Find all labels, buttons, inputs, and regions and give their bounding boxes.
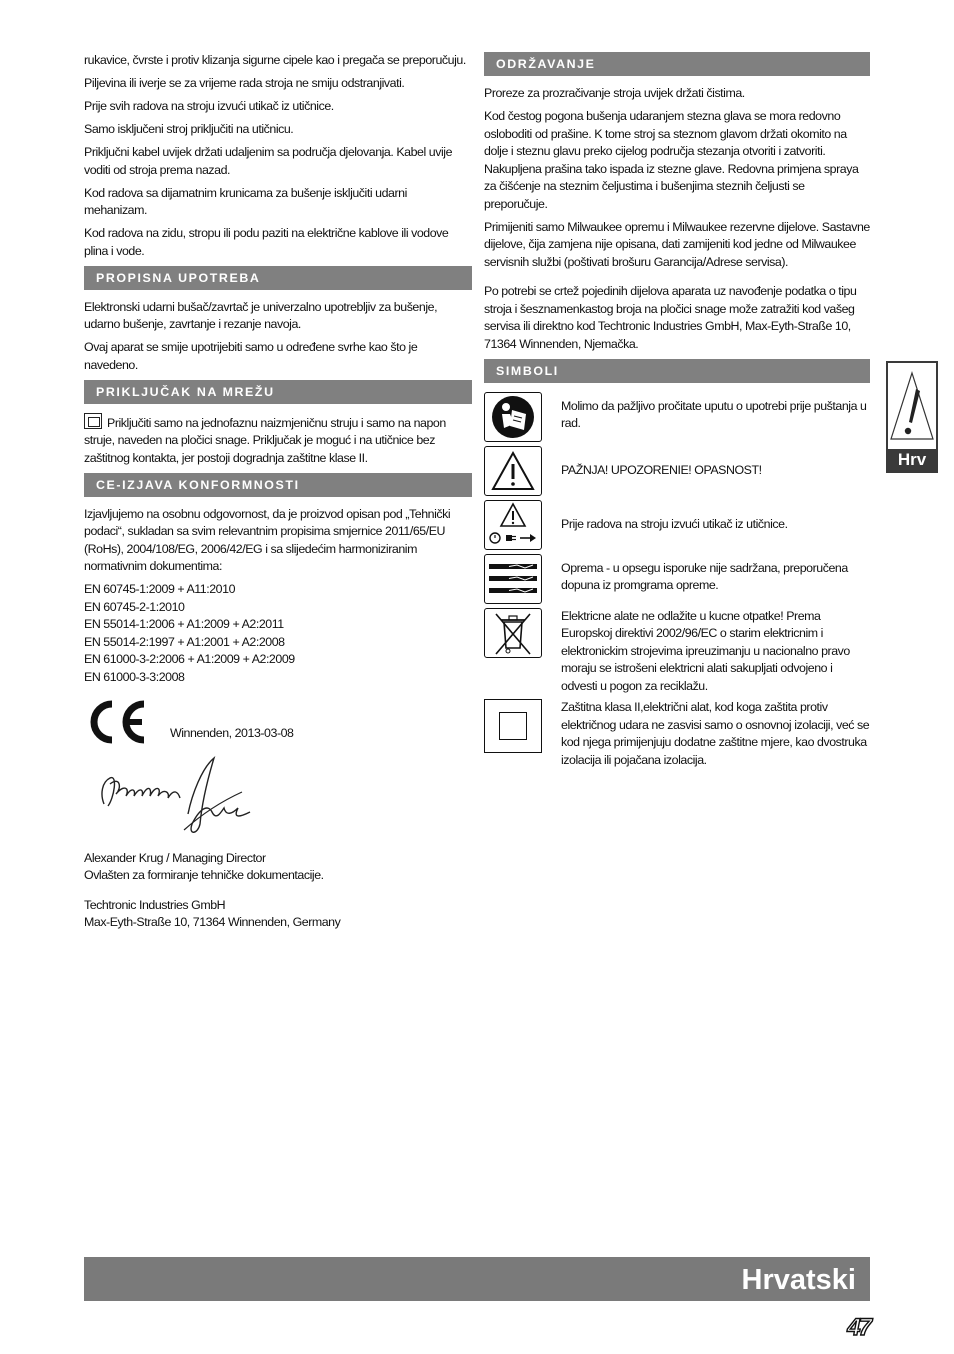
odrzavanje-paragraph: Proreze za prozračivanje stroja uvijek držati čistima. (484, 86, 745, 100)
section-heading-propisna: PROPISNA UPOTREBA (84, 266, 472, 290)
language-label: Hrv (897, 450, 927, 469)
standard-item: EN 55014-2:1997 + A1:2001 + A2:2008 (84, 634, 285, 649)
symbol-row (484, 699, 870, 769)
standard-item: EN 55014-1:2006 + A1:2009 + A2:2011 (84, 617, 284, 631)
inner-square (499, 712, 527, 740)
signer-block (84, 850, 472, 932)
standard-item: EN 61000-3-3:2008 (84, 669, 185, 684)
footer-language-title: Hrvatski (741, 1264, 856, 1296)
symbol-row (484, 392, 870, 442)
page-number: 47 (847, 1314, 870, 1341)
crossed-bin-icon (484, 608, 542, 658)
symbol-text: Prije radova na stroju izvući utikač iz utičnice. (561, 516, 788, 531)
left-column (84, 52, 472, 932)
signer-name: Alexander Krug / Managing Director (84, 850, 266, 865)
read-manual-icon (484, 392, 542, 442)
standards-list (84, 581, 472, 686)
ce-mark-icon (84, 700, 148, 744)
propisna-paragraph: Ovaj aparat se smije upotrijebiti samo u određene svrhe kao što je navedeno. (84, 340, 418, 372)
authorization-note: Ovlašten za formiranje tehničke dokumentacije. (84, 868, 324, 882)
prikljucak-text: Priključiti samo na jednofaznu naizmjeničnu struju i samo na napon struje, naveden na pločici snage. Priključak je moguć i na utičnice bez zaštitnog kontakta, jer postoji dogradnja zaštitne klase II. (84, 415, 446, 465)
section-heading-odrzavanje: ODRŽAVANJE (484, 52, 870, 76)
symbol-text: PAŽNJA! UPOZORENIE! OPASNOST! (561, 462, 762, 477)
propisna-paragraph: Elektronski udarni bušač/zavrtač je univerzalno upotrebljiv za bušenje, udarno bušenje, zavrtanje i rezanje navoja. (84, 299, 438, 331)
accessory-drill-bits-icon (484, 554, 542, 604)
warning-triangle-icon (484, 446, 542, 496)
odrzavanje-paragraph: Primijeniti samo Milwaukee opremu i Milwaukee rezervne dijelove. Sastavne dijelove, čija zamjena nije opisana, dati zamijeniti kod jedne od Milwaukee servisnih službi (poštivati brošuru Garancija/Adrese servisa). (484, 219, 870, 269)
section-heading-ce: CE-IZJAVA KONFORMNOSTI (84, 473, 472, 497)
place-date: Winnenden, 2013-03-08 (170, 725, 294, 740)
symbol-text: Oprema - u opsegu isporuke nije sadržana, preporučena dopuna iz promgrama opreme. (561, 560, 848, 592)
intro-paragraph: rukavice, čvrste i protiv klizanja sigurne cipele kao i pregača se preporučuju. (84, 53, 466, 67)
company-address: Max-Eyth-Straße 10, 71364 Winnenden, Germany (84, 915, 341, 929)
intro-paragraph: Samo isključeni stroj priključiti na utičnicu. (84, 122, 294, 136)
unplug-warning-icon (484, 500, 542, 550)
standard-item: EN 61000-3-2:2006 + A1:2009 + A2:2009 (84, 652, 295, 666)
ce-mark-row (84, 696, 472, 744)
section-heading-simboli: SIMBOLI (484, 359, 870, 383)
symbol-row (484, 500, 870, 550)
prikljucak-paragraph (84, 413, 472, 468)
symbol-text: Molimo da pažljivo pročitate uputu o upotrebi prije puštanja u rad. (561, 398, 867, 430)
intro-paragraph: Kod radova na zidu, stropu ili podu paziti na električne kablove ili vodove plina i vode. (84, 226, 449, 258)
symbol-text: Zaštitna klasa II,električni alat, kod koga zaštita protiv električnog udara ne zasvisi samo o osnovnoj izolaciji, već se kod njega primijenjuju dodatne zaštitne mjere, kao dvostruka izolacija ili pojačana izolacija. (561, 700, 870, 767)
signature-image (92, 754, 472, 844)
intro-paragraph: Prije svih radova na stroju izvući utikač iz utičnice. (84, 99, 334, 113)
symbol-row (484, 446, 870, 496)
ce-declaration: Izjavljujemo na osobnu odgovornost, da je proizvod opisan pod „Tehnički podaci“, sukladan sa svim relevantnim propisima smjernice 2011/65/EU (RoHs), 2004/108/EG, 2006/42/EG i sa slijedećim harmoniziranim normativnim dokumentima: (84, 506, 451, 573)
odrzavanje-paragraph: Kod čestog pogona bušenja udaranjem stezna glava se mora redovno osloboditi od prašine. K tome stroj sa steznom glavom držati okomito na dolje i steznu glavu preko cijelog područja stezanja otvoriti i zatvoriti. Nakupljena prašina tako ispada iz stezne glave. Redovna primjena spraya za čišćenje na steznim čeljustima i bušenjima steznih čeljusti se preporučuje. (484, 109, 859, 211)
odrzavanje-paragraph: Po potrebi se crtež pojedinih dijelova aparata uz navođenje podatka o tipu stroja i šesznamenkastog broja na pločici snage može zatražiti kod vašeg servisa ili direktno kod Techtronic Industries GmbH, Max-Eyth-Straße 10, 71364 Winnenden, Njemačka. (484, 284, 857, 351)
protection-class-ii-icon (84, 413, 102, 429)
language-side-tab (886, 361, 938, 473)
symbol-row (484, 554, 870, 604)
symbol-text: Elektricne alate ne odlažite u kucne otpatke! Prema Europskoj direktivi 2002/96/EC o starim elektricnim i elektronickim strojevima ipreuzimanju u nacionalno pravo moraju se istrošeni elektricni alati sakupljati odvojeno i odvesti u pogon za reciklažu. (561, 608, 850, 693)
standard-item: EN 60745-2-1:2010 (84, 599, 185, 614)
exclamation-icon (889, 367, 935, 445)
intro-paragraph: Kod radova sa dijamatnim krunicama za bušenje isključiti udarni mehanizam. (84, 185, 407, 217)
symbol-row (484, 608, 870, 696)
intro-paragraph: Priključni kabel uvijek držati udaljenim sa područja djelovanja. Kabel uvije voditi od stroja prema nazad. (84, 145, 453, 177)
protection-class-ii-icon (484, 699, 542, 753)
right-column (484, 52, 870, 773)
intro-paragraph: Piljevina ili iverje se za vrijeme rada stroja ne smiju odstranjivati. (84, 76, 405, 90)
company-name: Techtronic Industries GmbH (84, 897, 226, 912)
warning-box (888, 363, 936, 449)
section-heading-prikljucak: PRIKLJUČAK NA MREŽU (84, 380, 472, 404)
standard-item: EN 60745-1:2009 + A11:2010 (84, 582, 236, 596)
footer-bar (84, 1257, 870, 1301)
